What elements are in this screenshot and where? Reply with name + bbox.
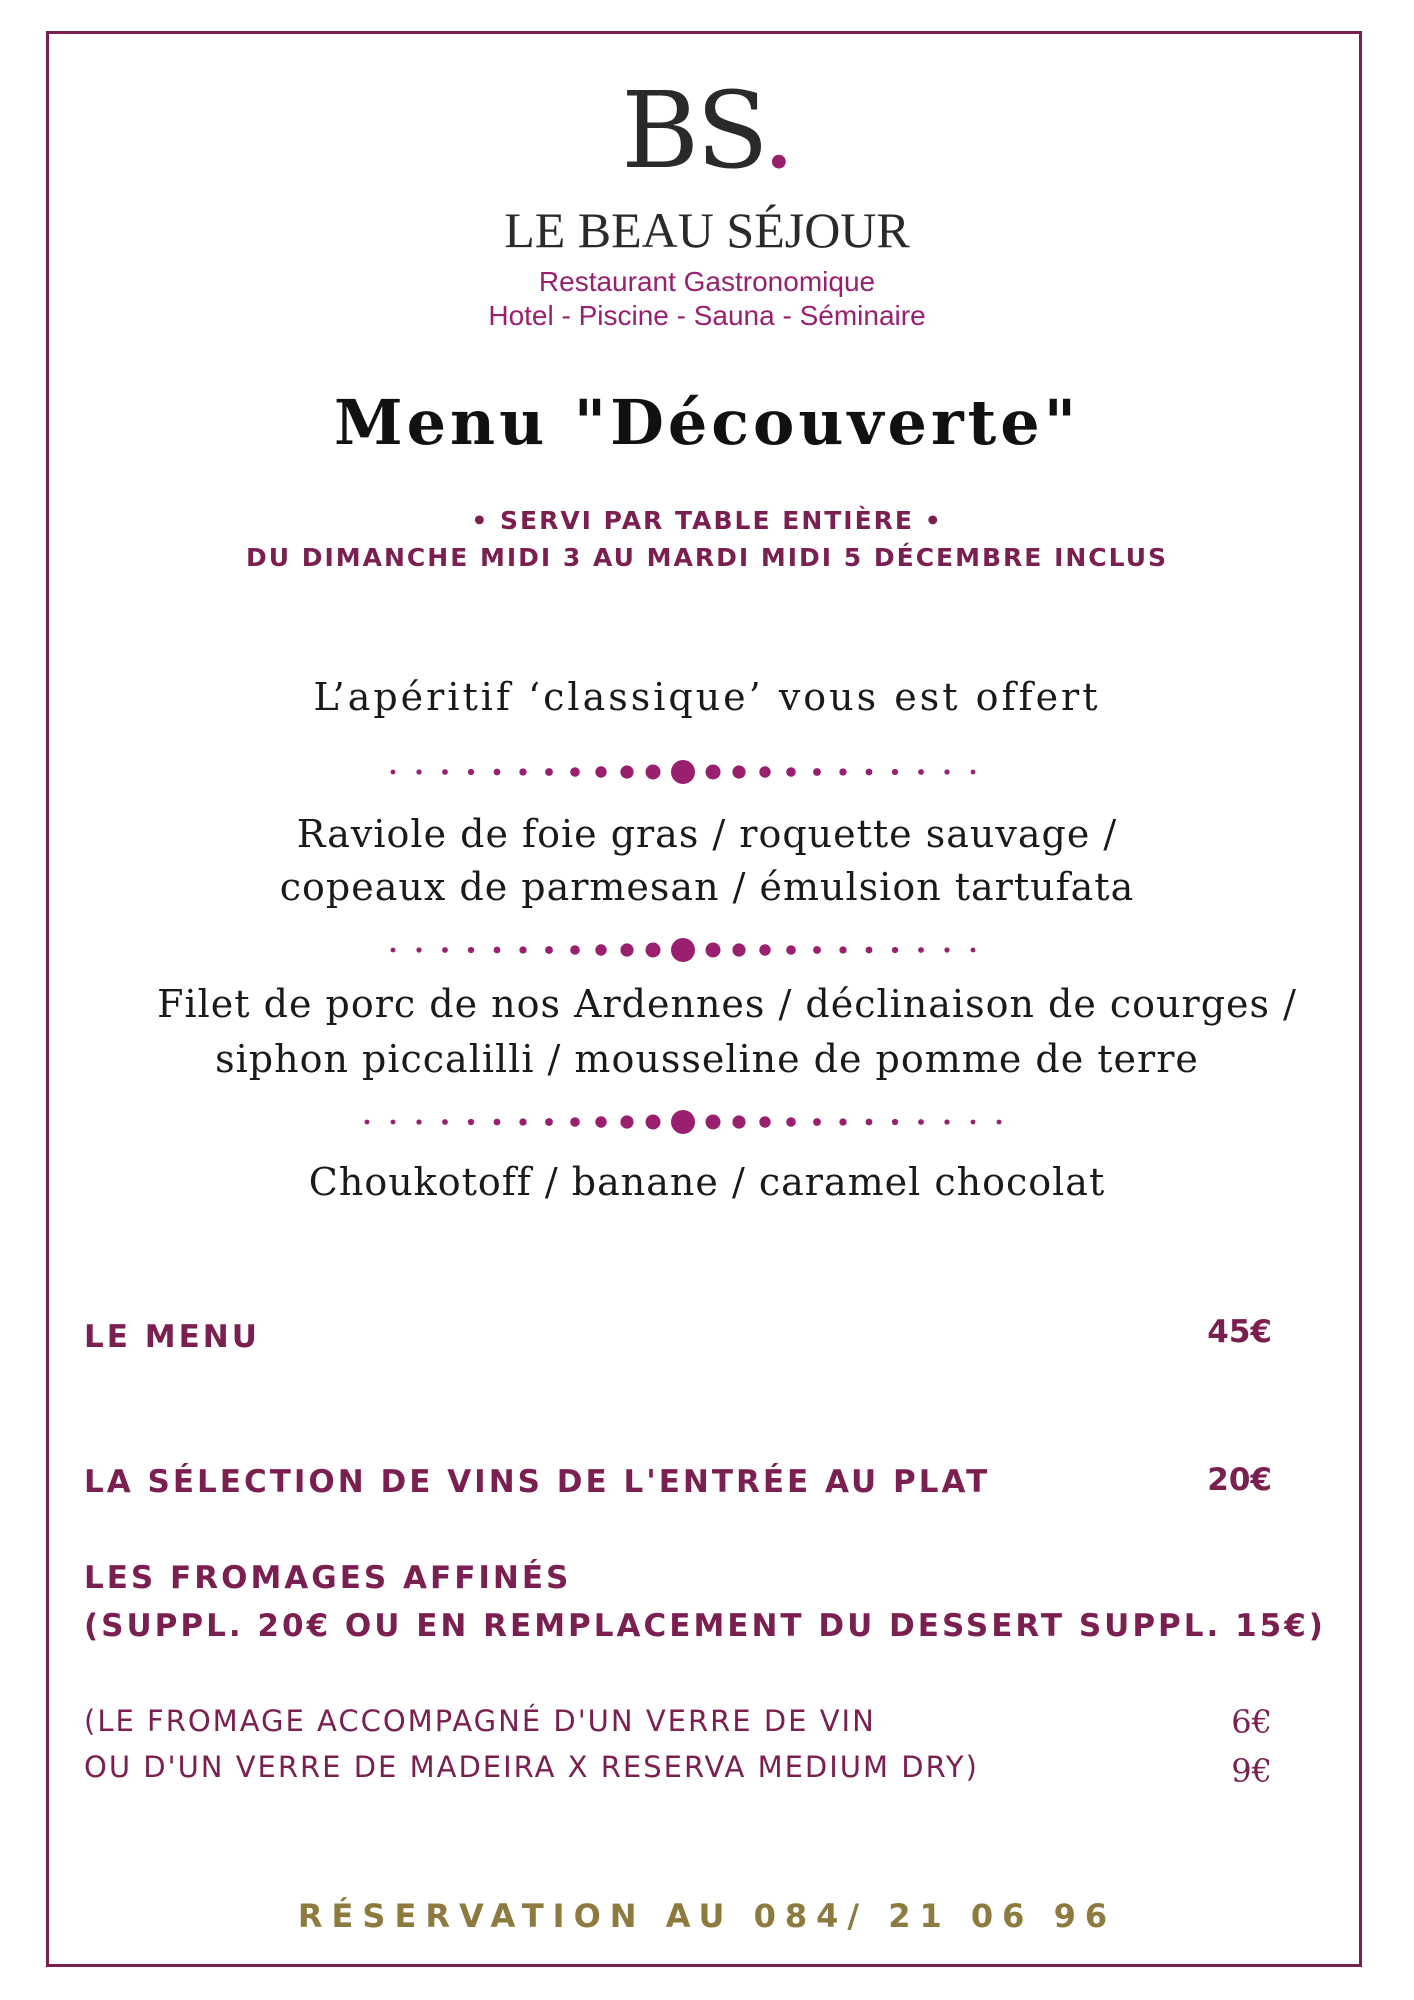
divider-dot xyxy=(468,1119,474,1125)
divider-dot xyxy=(595,944,606,955)
divider-dot xyxy=(944,769,949,774)
divider-dot xyxy=(391,948,396,953)
divider-dot xyxy=(545,946,553,954)
wine-label: LA SÉLECTION DE VINS DE L'ENTRÉE AU PLAT xyxy=(84,1464,991,1500)
divider-dot xyxy=(570,1117,580,1127)
divider-dot xyxy=(892,947,898,953)
divider-dot xyxy=(595,1116,606,1127)
divider-dot xyxy=(494,1119,501,1126)
divider-dot xyxy=(468,947,474,953)
pairing-line-2: OU D'UN VERRE DE MADEIRA X RESERVA MEDIUM DRY) xyxy=(84,1750,979,1784)
divider-dot xyxy=(442,769,448,775)
divider-dot xyxy=(866,1119,873,1126)
divider-dot xyxy=(519,946,526,953)
divider-dot xyxy=(620,1115,633,1128)
divider-dot xyxy=(892,769,898,775)
divider-dot xyxy=(545,768,553,776)
divider-dot xyxy=(997,1120,1002,1125)
pairing-line-1: (LE FROMAGE ACCOMPAGNÉ D'UN VERRE DE VIN xyxy=(84,1704,876,1738)
course-2-line-2: siphon piccalilli / mousseline de pomme de terre xyxy=(215,1037,1199,1081)
divider-dot xyxy=(759,1116,770,1127)
divider-dot xyxy=(892,1119,898,1125)
cheese-detail: (SUPPL. 20€ OU EN REMPLACEMENT DU DESSERT SUPPL. 15€) xyxy=(84,1608,1326,1644)
divider-dot xyxy=(839,1118,846,1125)
divider-dot xyxy=(918,1119,924,1125)
divider-dot xyxy=(646,1115,661,1130)
menu-price: 45€ xyxy=(1207,1314,1272,1350)
reservation-line: RÉSERVATION AU 084/ 21 06 96 xyxy=(297,1897,1117,1935)
divider-dot xyxy=(971,770,976,775)
course-1-line-2: copeaux de parmesan / émulsion tartufata xyxy=(279,865,1135,909)
divider-dot xyxy=(944,1119,949,1124)
pairing-price-2: 9€ xyxy=(1231,1752,1272,1790)
divider-dot xyxy=(391,770,396,775)
divider-dot xyxy=(944,947,949,952)
divider-dot xyxy=(706,1115,721,1130)
divider-dot xyxy=(786,1117,796,1127)
restaurant-subtitle: Restaurant Gastronomique xyxy=(538,266,876,297)
menu-title: Menu "Découverte" xyxy=(333,386,1081,459)
divider-dot xyxy=(813,1118,821,1126)
divider-dot xyxy=(706,943,721,958)
logo-dot: . xyxy=(762,69,793,192)
divider-dot xyxy=(494,947,501,954)
divider-center-dot xyxy=(671,760,695,784)
divider-center-dot xyxy=(671,938,695,962)
divider-dot xyxy=(732,943,745,956)
pairing-price-1: 6€ xyxy=(1231,1703,1272,1741)
divider-dot xyxy=(786,945,796,955)
dot-divider-3 xyxy=(0,1107,1414,1137)
divider-dot xyxy=(813,946,821,954)
divider-dot xyxy=(365,1120,370,1125)
divider-dot xyxy=(866,947,873,954)
divider-dot xyxy=(416,769,421,774)
divider-dot xyxy=(416,947,421,952)
divider-dot xyxy=(595,766,606,777)
divider-dot xyxy=(442,947,448,953)
course-1-line-1: Raviole de foie gras / roquette sauvage / xyxy=(296,812,1118,856)
divider-dot xyxy=(971,948,976,953)
logo-monogram xyxy=(0,69,1414,192)
logo-letters: BS xyxy=(621,69,763,192)
divider-dot xyxy=(416,1119,421,1124)
divider-dot xyxy=(918,947,924,953)
divider-dot xyxy=(620,943,633,956)
divider-dot xyxy=(813,768,821,776)
divider-dot xyxy=(759,944,770,955)
divider-dot xyxy=(646,765,661,780)
divider-dot xyxy=(732,1115,745,1128)
service-note: • SERVI PAR TABLE ENTIÈRE • xyxy=(471,506,943,535)
restaurant-name: LE BEAU SÉJOUR xyxy=(504,202,910,258)
divider-center-dot xyxy=(671,1110,695,1134)
divider-dot xyxy=(570,945,580,955)
divider-dot xyxy=(519,1118,526,1125)
menu-label: LE MENU xyxy=(84,1319,260,1355)
divider-dot xyxy=(706,765,721,780)
divider-dot xyxy=(519,768,526,775)
course-3-line: Choukotoff / banane / caramel chocolat xyxy=(308,1160,1106,1204)
restaurant-services: Hotel - Piscine - Sauna - Séminaire xyxy=(488,300,926,331)
divider-dot xyxy=(866,769,873,776)
service-dates: DU DIMANCHE MIDI 3 AU MARDI MIDI 5 DÉCEMBRE INCLUS xyxy=(245,543,1169,572)
divider-dot xyxy=(468,769,474,775)
course-2-line-1: Filet de porc de nos Ardennes / déclinaison de courges / xyxy=(157,982,1297,1026)
divider-dot xyxy=(839,768,846,775)
divider-dot xyxy=(759,766,770,777)
divider-dot xyxy=(971,1120,976,1125)
divider-dot xyxy=(391,1120,396,1125)
divider-dot xyxy=(918,769,924,775)
divider-dot xyxy=(646,943,661,958)
dot-divider-1 xyxy=(0,757,1414,787)
divider-dot xyxy=(494,769,501,776)
divider-dot xyxy=(570,767,580,777)
aperitif-line: L’apéritif ‘classique’ vous est offert xyxy=(313,675,1101,719)
divider-dot xyxy=(442,1119,448,1125)
divider-dot xyxy=(786,767,796,777)
divider-dot xyxy=(545,1118,553,1126)
wine-price: 20€ xyxy=(1207,1462,1272,1498)
divider-dot xyxy=(620,765,633,778)
divider-dot xyxy=(839,946,846,953)
divider-dot xyxy=(732,765,745,778)
cheese-label: LES FROMAGES AFFINÉS xyxy=(84,1560,572,1596)
dot-divider-2 xyxy=(0,935,1414,965)
